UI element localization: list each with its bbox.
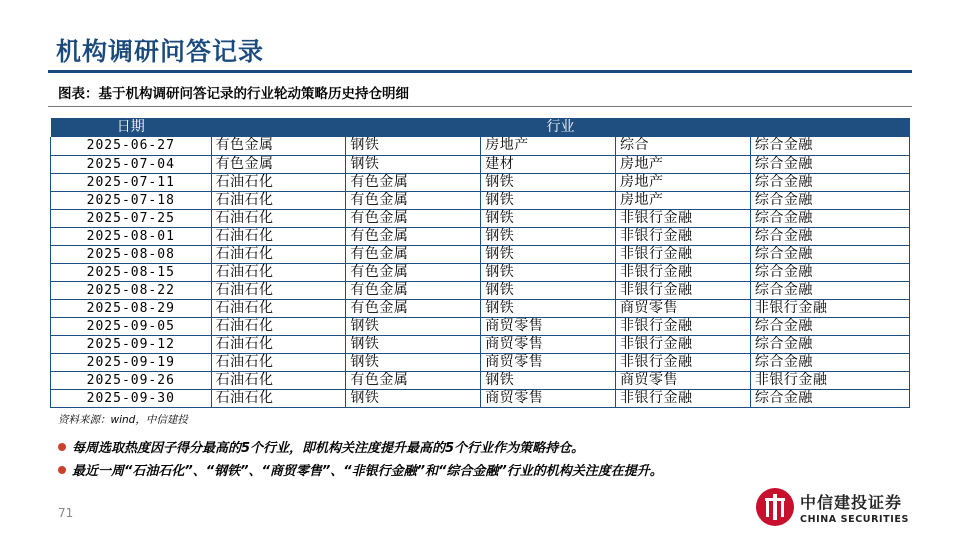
date-cell: 2025-07-25 — [51, 209, 212, 227]
date-cell: 2025-09-26 — [51, 371, 212, 389]
date-cell: 2025-08-15 — [51, 263, 212, 281]
industry-cell: 综合金融 — [750, 173, 910, 191]
industry-cell: 钢铁 — [346, 317, 481, 335]
industry-cell: 石油石化 — [211, 317, 346, 335]
industry-cell: 综合金融 — [750, 209, 910, 227]
date-cell: 2025-07-04 — [51, 155, 212, 173]
industry-cell: 综合金融 — [750, 389, 910, 407]
industry-cell: 非银行金融 — [750, 371, 910, 389]
date-cell: 2025-07-11 — [51, 173, 212, 191]
industry-cell: 综合金融 — [750, 155, 910, 173]
table-row — [51, 173, 911, 191]
industry-cell: 有色金属 — [211, 155, 346, 173]
table-header-row — [51, 118, 911, 137]
company-logo-mark-icon — [756, 488, 794, 526]
industry-cell: 石油石化 — [211, 245, 346, 263]
bullet-item — [58, 460, 663, 479]
industry-cell: 石油石化 — [211, 281, 346, 299]
industry-cell: 综合金融 — [750, 137, 910, 155]
date-cell: 2025-09-05 — [51, 317, 212, 335]
date-cell: 2025-08-29 — [51, 299, 212, 317]
industry-cell: 有色金属 — [346, 209, 481, 227]
table-body — [51, 137, 911, 407]
table-row — [51, 317, 911, 335]
bullet-item — [58, 437, 584, 456]
industry-cell: 石油石化 — [211, 299, 346, 317]
industry-cell: 钢铁 — [481, 281, 616, 299]
industry-cell: 有色金属 — [211, 137, 346, 155]
date-cell: 2025-06-27 — [51, 137, 212, 155]
industry-cell: 有色金属 — [346, 263, 481, 281]
date-cell: 2025-09-30 — [51, 389, 212, 407]
industry-cell: 有色金属 — [346, 245, 481, 263]
bullet-dot-icon — [58, 466, 66, 474]
table-row — [51, 155, 911, 173]
page-title: 机构调研问答记录 — [56, 37, 265, 66]
date-cell: 2025-08-22 — [51, 281, 212, 299]
industry-cell: 石油石化 — [211, 335, 346, 353]
date-cell: 2025-09-12 — [51, 335, 212, 353]
industry-cell: 商贸零售 — [481, 317, 616, 335]
industry-cell: 房地产 — [481, 137, 616, 155]
industry-cell: 非银行金融 — [616, 245, 751, 263]
logo-english-name: CHINA SECURITIES — [800, 513, 909, 525]
industry-cell: 石油石化 — [211, 263, 346, 281]
table-row — [51, 389, 911, 407]
date-cell: 2025-09-19 — [51, 353, 212, 371]
industry-cell: 钢铁 — [346, 353, 481, 371]
holdings-table-container — [50, 118, 910, 408]
industry-cell: 商贸零售 — [481, 353, 616, 371]
industry-cell: 有色金属 — [346, 191, 481, 209]
company-logo — [756, 488, 909, 526]
bullet-text: 最近一周“石油石化”、“钢铁”、“商贸零售”、“非银行金融”和“综合金融”行业的机构关注度在提升。 — [72, 464, 663, 479]
industry-cell: 建材 — [481, 155, 616, 173]
industry-cell: 综合金融 — [750, 353, 910, 371]
industry-cell: 石油石化 — [211, 227, 346, 245]
table-row — [51, 335, 911, 353]
header-industry: 行业 — [211, 118, 910, 137]
industry-cell: 钢铁 — [481, 227, 616, 245]
industry-cell: 有色金属 — [346, 281, 481, 299]
table-row — [51, 137, 911, 155]
source-note: 资料来源：wind，中信建投 — [58, 414, 188, 426]
holdings-table — [50, 118, 910, 408]
industry-cell: 综合金融 — [750, 191, 910, 209]
industry-cell: 非银行金融 — [616, 317, 751, 335]
table-row — [51, 209, 911, 227]
industry-cell: 综合金融 — [750, 245, 910, 263]
industry-cell: 钢铁 — [481, 245, 616, 263]
table-row — [51, 245, 911, 263]
industry-cell: 综合金融 — [750, 227, 910, 245]
industry-cell: 非银行金融 — [750, 299, 910, 317]
table-row — [51, 263, 911, 281]
industry-cell: 综合金融 — [750, 335, 910, 353]
industry-cell: 房地产 — [616, 155, 751, 173]
bullet-dot-icon — [58, 443, 66, 451]
industry-cell: 非银行金融 — [616, 353, 751, 371]
industry-cell: 非银行金融 — [616, 209, 751, 227]
title-rule — [48, 70, 912, 73]
industry-cell: 钢铁 — [481, 191, 616, 209]
industry-cell: 石油石化 — [211, 173, 346, 191]
figure-caption: 图表：基于机构调研问答记录的行业轮动策略历史持仓明细 — [58, 86, 409, 102]
industry-cell: 石油石化 — [211, 209, 346, 227]
industry-cell: 综合金融 — [750, 263, 910, 281]
industry-cell: 钢铁 — [481, 299, 616, 317]
industry-cell: 石油石化 — [211, 353, 346, 371]
industry-cell: 钢铁 — [481, 263, 616, 281]
table-row — [51, 281, 911, 299]
industry-cell: 商贸零售 — [616, 371, 751, 389]
industry-cell: 综合金融 — [750, 281, 910, 299]
table-row — [51, 227, 911, 245]
table-row — [51, 371, 911, 389]
industry-cell: 商贸零售 — [481, 389, 616, 407]
industry-cell: 商贸零售 — [481, 335, 616, 353]
industry-cell: 有色金属 — [346, 299, 481, 317]
date-cell: 2025-07-18 — [51, 191, 212, 209]
industry-cell: 钢铁 — [346, 335, 481, 353]
industry-cell: 非银行金融 — [616, 281, 751, 299]
industry-cell: 钢铁 — [481, 173, 616, 191]
header-date: 日期 — [51, 118, 212, 137]
industry-cell: 有色金属 — [346, 173, 481, 191]
industry-cell: 钢铁 — [346, 389, 481, 407]
industry-cell: 石油石化 — [211, 191, 346, 209]
industry-cell: 房地产 — [616, 173, 751, 191]
table-row — [51, 299, 911, 317]
industry-cell: 非银行金融 — [616, 389, 751, 407]
industry-cell: 钢铁 — [481, 209, 616, 227]
industry-cell: 石油石化 — [211, 389, 346, 407]
industry-cell: 钢铁 — [481, 371, 616, 389]
logo-chinese-name: 中信建投证券 — [800, 492, 903, 512]
table-row — [51, 353, 911, 371]
industry-cell: 有色金属 — [346, 227, 481, 245]
table-row — [51, 191, 911, 209]
page-number: 71 — [58, 506, 74, 520]
industry-cell: 综合 — [616, 137, 751, 155]
industry-cell: 商贸零售 — [616, 299, 751, 317]
industry-cell: 非银行金融 — [616, 335, 751, 353]
industry-cell: 钢铁 — [346, 137, 481, 155]
industry-cell: 非银行金融 — [616, 263, 751, 281]
bullet-text: 每周选取热度因子得分最高的5个行业，即机构关注度提升最高的5个行业作为策略持仓。 — [72, 441, 585, 456]
industry-cell: 石油石化 — [211, 371, 346, 389]
industry-cell: 房地产 — [616, 191, 751, 209]
industry-cell: 非银行金融 — [616, 227, 751, 245]
date-cell: 2025-08-01 — [51, 227, 212, 245]
caption-rule — [48, 106, 912, 107]
industry-cell: 有色金属 — [346, 371, 481, 389]
industry-cell: 钢铁 — [346, 155, 481, 173]
date-cell: 2025-08-08 — [51, 245, 212, 263]
industry-cell: 综合金融 — [750, 317, 910, 335]
